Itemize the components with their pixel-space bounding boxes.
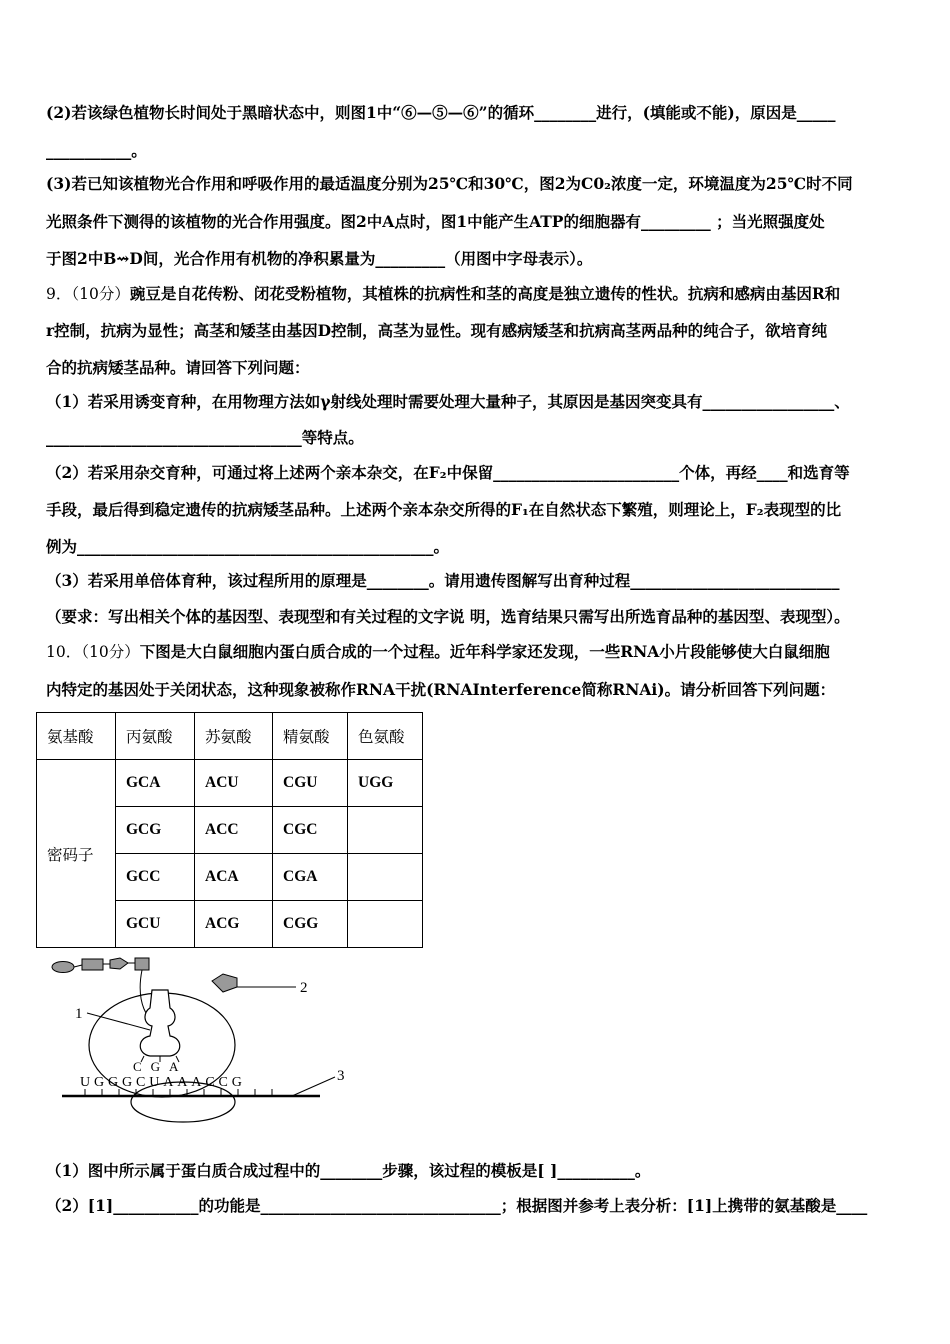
trna-1 bbox=[140, 990, 180, 1056]
header-tryptophan: 色氨酸 bbox=[348, 713, 423, 760]
codon-cell: CGG bbox=[273, 901, 348, 948]
codon-cell: ACU bbox=[195, 760, 273, 807]
q8-part2-cont: ___________。 bbox=[46, 141, 147, 160]
codon-cell bbox=[348, 854, 423, 901]
label-2: 2 bbox=[300, 980, 308, 996]
header-alanine: 丙氨酸 bbox=[116, 713, 195, 760]
anticodon: CGA bbox=[133, 1059, 188, 1074]
q9-number: 9．（10分） bbox=[46, 285, 130, 303]
q9-line2: r控制，抗病为显性；高茎和矮茎由基因D控制，高茎为显性。现有感病矮茎和抗病高茎两品种的纯合子，欲培育纯 bbox=[46, 321, 828, 340]
q8-part3-line1: (3)若已知该植物光合作用和呼吸作用的最适温度分别为25℃和30℃，图2为C0₂浓度一定，环境温度为25℃时不同 bbox=[46, 174, 853, 193]
q8-part2: (2)若该绿色植物长时间处于黑暗状态中，则图1中“⑥—⑤—⑥”的循环________进行，(填能或不能)，原因是_____ bbox=[46, 103, 836, 122]
codon-cell: CGC bbox=[273, 807, 348, 854]
q9-line3: 合的抗病矮茎品种。请回答下列问题： bbox=[46, 358, 310, 377]
codon-cell: ACA bbox=[195, 854, 273, 901]
q9-stem-1: 豌豆是自花传粉、闭花受粉植物，其植株的抗病性和茎的高度是独立遗传的性状。抗病和感病由基因R和 bbox=[129, 284, 841, 303]
mrna-sequence: UGGGCUAAACCG bbox=[80, 1075, 246, 1090]
label-3-pointer bbox=[292, 1077, 335, 1096]
peptide-chain bbox=[52, 958, 149, 973]
codon-table bbox=[36, 712, 423, 948]
codon-cell: CGU bbox=[273, 760, 348, 807]
codon-cell: ACG bbox=[195, 901, 273, 948]
codon-cell: CGA bbox=[273, 854, 348, 901]
q9-sub2-line2: 手段，最后得到稳定遗传的抗病矮茎品种。上述两个亲本杂交所得的F₁在自然状态下繁殖，则理论上，F₂表现型的比 bbox=[46, 500, 842, 519]
codon-cell: GCC bbox=[116, 854, 195, 901]
q9-sub3-line1: （3）若采用单倍体育种，该过程所用的原理是________。请用遗传图解写出育种过程___________________________ bbox=[46, 571, 840, 590]
q10-number: 10．（10分） bbox=[46, 643, 140, 661]
header-arginine: 精氨酸 bbox=[273, 713, 348, 760]
label-1: 1 bbox=[75, 1006, 83, 1022]
label-3: 3 bbox=[337, 1068, 345, 1084]
translation-diagram bbox=[40, 950, 370, 1135]
row-label-codon: 密码子 bbox=[37, 760, 116, 948]
q10-stem-1: 下图是大白鼠细胞内蛋白质合成的一个过程。近年科学家还发现，一些RNA小片段能够使大白鼠细胞 bbox=[139, 642, 830, 661]
amino-acid-2 bbox=[212, 974, 237, 992]
q9-sub2-line1: （2）若采用杂交育种，可通过将上述两个亲本杂交，在F₂中保留________________________个体，再经____和选育等 bbox=[46, 463, 850, 482]
codon-table-header bbox=[37, 713, 423, 760]
q9-sub1-line2: _________________________________等特点。 bbox=[46, 428, 364, 447]
table-row bbox=[37, 760, 423, 807]
q10-sub1: （1）图中所示属于蛋白质合成过程中的________步骤，该过程的模板是[ ]__________。 bbox=[46, 1161, 651, 1180]
q9-sub1-line1: （1）若采用诱变育种，在用物理方法如γ射线处理时需要处理大量种子，其原因是基因突变具有_________________、 bbox=[46, 392, 850, 411]
codon-cell: UGG bbox=[348, 760, 423, 807]
q10-line2: 内特定的基因处于关闭状态，这种现象被称作RNA干扰(RNAInterference简称RNAi)。请分析回答下列问题： bbox=[46, 680, 836, 699]
codon-cell: ACC bbox=[195, 807, 273, 854]
q8-part3-line2: 光照条件下测得的该植物的光合作用强度。图2中A点时，图1中能产生ATP的细胞器有_________ ；当光照强度处 bbox=[46, 212, 825, 231]
header-amino-acid: 氨基酸 bbox=[37, 713, 116, 760]
codon-cell: GCG bbox=[116, 807, 195, 854]
codon-cell: GCA bbox=[116, 760, 195, 807]
codon-cell bbox=[348, 807, 423, 854]
q9-sub2-line3: 例为______________________________________________。 bbox=[46, 537, 450, 556]
q10-line1 bbox=[46, 642, 906, 662]
q9-line1 bbox=[46, 284, 906, 304]
q8-part3-line3: 于图2中B⇝D间，光合作用有机物的净积累量为_________（用图中字母表示）。 bbox=[46, 249, 593, 268]
q9-sub3-line2: （要求：写出相关个体的基因型、表现型和有关过程的文字说 明，选育结果只需写出所选育品种的基因型、表现型）。 bbox=[46, 607, 850, 626]
codon-cell: GCU bbox=[116, 901, 195, 948]
q10-sub2: （2）[1]___________的功能是_______________________________；根据图并参考上表分析：[1]上携带的氨基酸是____ bbox=[46, 1196, 868, 1215]
header-threonine: 苏氨酸 bbox=[195, 713, 273, 760]
codon-cell bbox=[348, 901, 423, 948]
